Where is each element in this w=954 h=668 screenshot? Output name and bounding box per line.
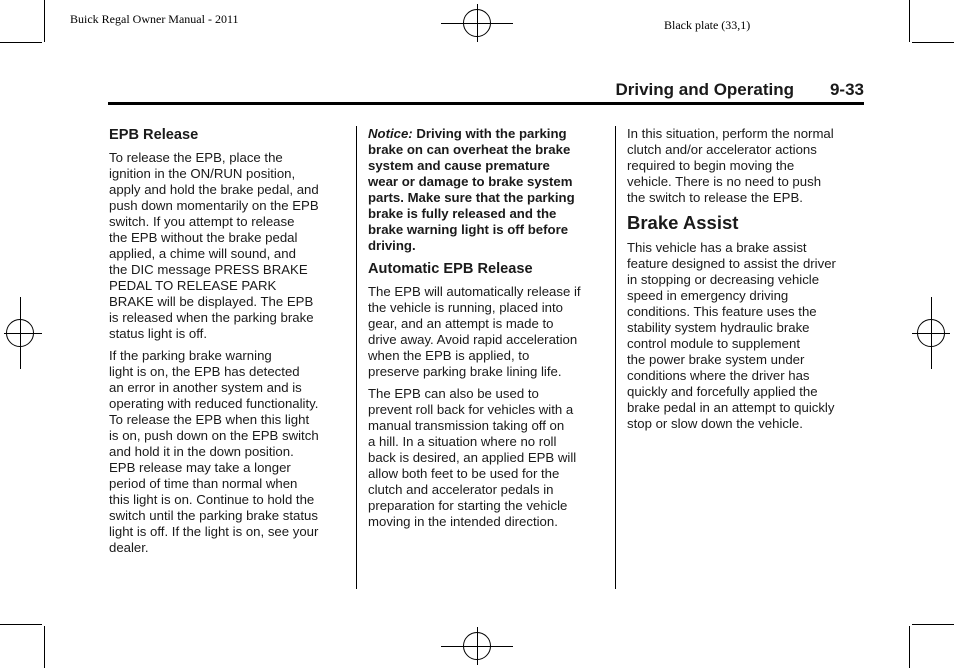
column-divider (615, 126, 616, 589)
plate-label: Black plate (33,1) (664, 18, 751, 32)
crop-mark (912, 624, 954, 625)
page-number: 9-33 (829, 80, 864, 99)
column-1 (109, 126, 349, 562)
page-header (108, 80, 864, 105)
paragraph: If the parking brake warning light is on, the EPB has detected an error in another system and is operating with reduced functionality. To release the EPB when this light is on, push down on the EPB switch and hold it in the down position. EPB release may take a longer period of time than normal when this light is on. Continue to hold the switch until the parking brake status light is off. If the light is on, see your dealer. (109, 348, 319, 555)
brake-assist-heading: Brake Assist (627, 212, 739, 233)
manual-label: Buick Regal Owner Manual - 2011 (70, 12, 239, 26)
crop-mark (44, 0, 45, 42)
crop-mark (909, 626, 910, 668)
notice-block (368, 126, 608, 254)
crop-mark (912, 42, 954, 43)
paragraph: The EPB will automatically release if the vehicle is running, placed into gear, and an attempt is made to drive away. Avoid rapid acceleration when the EPB is applied, to preserve parking brake lining life. (368, 284, 581, 379)
crop-mark (44, 626, 45, 668)
notice-label: Notice: (368, 126, 413, 141)
paragraph: In this situation, perform the normal clutch and/or accelerator actions required to begin moving the vehicle. There is no need to push the switch to release the EPB. (627, 126, 834, 205)
automatic-epb-release-heading: Automatic EPB Release (368, 261, 533, 277)
crop-mark (909, 0, 910, 42)
column-divider (356, 126, 357, 589)
crop-mark (0, 42, 42, 43)
paragraph: The EPB can also be used to prevent roll back for vehicles with a manual transmission taking off on a hill. In a situation where no roll back is desired, an applied EPB will allow both feet to be used for the clutch and accelerator pedals in preparation for starting the vehicle moving in the intended direction. (368, 386, 577, 529)
column-2 (368, 126, 608, 536)
column-3 (627, 126, 867, 438)
section-title: Driving and Operating (615, 80, 794, 99)
epb-release-heading: EPB Release (109, 127, 199, 143)
paragraph: To release the EPB, place the ignition in the ON/RUN position, apply and hold the brake pedal, and push down momentarily on the EPB switch. If you attempt to release the EPB without the brake pedal applied, a chime will sound, and the DIC message PRESS BRAKE PEDAL TO RELEASE PARK BRAKE will be displayed. The EPB is released when the parking brake status light is off. (109, 150, 319, 341)
crop-mark (0, 624, 42, 625)
notice-text: Driving with the parking brake on can overheat the brake system and cause premature wear or damage to brake system parts. Make sure that the parking brake is fully released and the brake warning light is off before driving. (368, 126, 575, 253)
paragraph: This vehicle has a brake assist feature designed to assist the driver in stopping or decreasing vehicle speed in emergency driving conditions. This feature uses the stability system hydraulic brake control module to supplement the power brake system under conditions where the driver has quickly and forcefully applied the brake pedal in an attempt to quickly stop or slow down the vehicle. (627, 240, 836, 431)
